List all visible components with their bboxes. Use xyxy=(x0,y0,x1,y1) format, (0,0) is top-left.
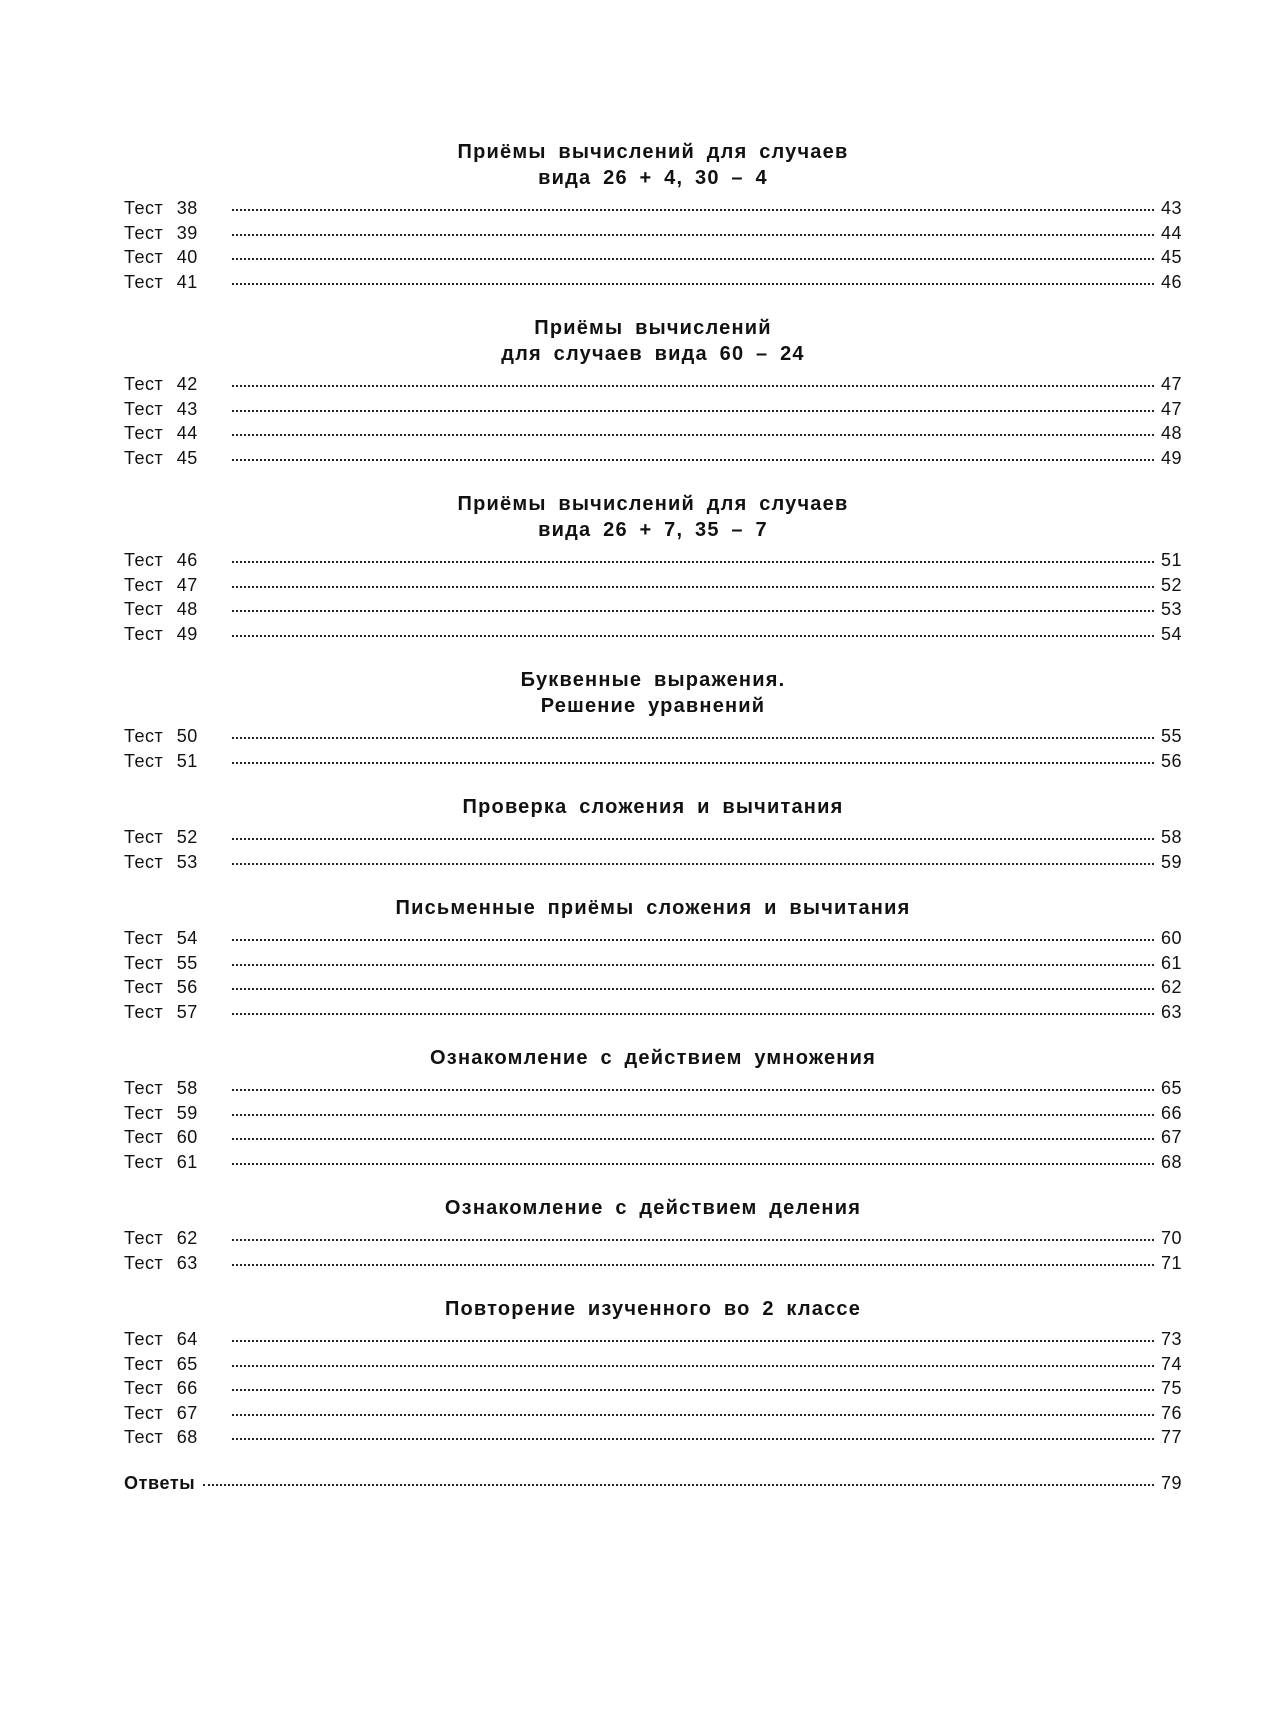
toc-entry-page-number: 47 xyxy=(1160,374,1182,394)
dot-leader xyxy=(232,585,1154,588)
toc-entry-page-number: 48 xyxy=(1160,423,1182,443)
toc-entry-page-number: 74 xyxy=(1160,1353,1182,1374)
toc-section xyxy=(124,1296,1182,1450)
toc-entry[interactable] xyxy=(124,597,1182,622)
dot-leader xyxy=(232,634,1154,637)
toc-entry-label: Тест 52 xyxy=(124,827,198,847)
toc-entry-page-number: 46 xyxy=(1160,271,1182,292)
toc-entry-page-number: 73 xyxy=(1160,1329,1182,1349)
toc-entry-page-number: 63 xyxy=(1160,1001,1182,1022)
toc-entry-label: Тест 57 xyxy=(124,1001,198,1022)
toc-entry[interactable] xyxy=(124,1376,1182,1401)
dot-leader xyxy=(232,1388,1154,1391)
toc-entry-page-number: 65 xyxy=(1160,1078,1182,1098)
toc-entry[interactable] xyxy=(124,825,1182,850)
toc-entry-label: Тест 64 xyxy=(124,1329,198,1349)
toc-entry[interactable] xyxy=(124,850,1182,875)
section-title: Повторение изученного во 2 классе xyxy=(444,1298,862,1320)
dot-leader xyxy=(232,458,1154,461)
toc-entry-label: Тест 55 xyxy=(124,952,198,973)
toc-entry-label: Тест 38 xyxy=(124,198,198,218)
toc-entry-page-number: 47 xyxy=(1160,398,1182,419)
dot-leader xyxy=(232,433,1154,436)
section-title: Приёмы вычислений для случаев вида 60 – 24 xyxy=(501,317,805,365)
dot-leader xyxy=(232,761,1154,764)
dot-leader xyxy=(232,384,1154,387)
toc-entry-page-number: 70 xyxy=(1160,1228,1182,1248)
dot-leader xyxy=(232,938,1154,941)
section-title: Приёмы вычислений для случаев вида 26 + 7, 35 – 7 xyxy=(457,493,849,541)
toc-entry[interactable] xyxy=(124,1226,1182,1251)
toc-entry[interactable] xyxy=(124,1352,1182,1377)
section-title: Буквенные выражения. Решение уравнений xyxy=(520,669,786,717)
toc-entry-page-number: 56 xyxy=(1160,750,1182,771)
toc-entry[interactable] xyxy=(124,548,1182,573)
dot-leader xyxy=(232,987,1154,990)
toc-entry-label: Тест 51 xyxy=(124,750,198,771)
toc-entry-label: Тест 54 xyxy=(124,928,198,948)
toc-section xyxy=(124,667,1182,773)
dot-leader xyxy=(232,1238,1154,1241)
toc-entry[interactable] xyxy=(124,1251,1182,1276)
toc-section xyxy=(124,491,1182,646)
toc-entry[interactable] xyxy=(124,1125,1182,1150)
dot-leader xyxy=(232,233,1154,236)
dot-leader xyxy=(232,1339,1154,1342)
toc-entry-label: Тест 49 xyxy=(124,623,198,644)
toc-entry-label: Тест 41 xyxy=(124,271,198,292)
toc-entry[interactable] xyxy=(124,951,1182,976)
toc-entry-label: Тест 56 xyxy=(124,977,198,997)
toc-entry[interactable] xyxy=(124,1000,1182,1025)
toc-entry[interactable] xyxy=(124,1150,1182,1175)
section-title: Ознакомление с действием деления xyxy=(444,1197,862,1219)
toc-section xyxy=(124,315,1182,470)
toc-section xyxy=(124,139,1182,294)
dot-leader xyxy=(232,1437,1154,1440)
dot-leader xyxy=(232,282,1154,285)
toc-entry[interactable] xyxy=(124,421,1182,446)
toc-entry-page-number: 44 xyxy=(1160,222,1182,243)
toc-entry-label: Тест 46 xyxy=(124,550,198,570)
dot-leader xyxy=(232,1162,1154,1165)
dot-leader xyxy=(232,1263,1154,1266)
toc-entry-page-number: 66 xyxy=(1160,1102,1182,1123)
toc-entry[interactable] xyxy=(124,724,1182,749)
dot-leader xyxy=(203,1483,1154,1486)
toc-entry-label: Тест 66 xyxy=(124,1378,198,1398)
toc-entry-label: Тест 42 xyxy=(124,374,198,394)
toc-entry-page-number: 77 xyxy=(1160,1427,1182,1447)
toc-entry-page-number: 55 xyxy=(1160,726,1182,746)
section-title: Письменные приёмы сложения и вычитания xyxy=(395,897,911,919)
toc-entry-page-number: 76 xyxy=(1160,1402,1182,1423)
toc-entry[interactable] xyxy=(124,221,1182,246)
dot-leader xyxy=(232,736,1154,739)
toc-entry-label: Тест 62 xyxy=(124,1228,198,1248)
toc-entry[interactable] xyxy=(124,196,1182,221)
toc-entry[interactable] xyxy=(124,573,1182,598)
toc-entry-label: Ответы xyxy=(124,1472,196,1493)
toc-entry-page-number: 60 xyxy=(1160,928,1182,948)
toc-entry-list xyxy=(124,825,1182,874)
toc-entry-answers[interactable] xyxy=(124,1471,1182,1496)
toc-section xyxy=(124,794,1182,874)
dot-leader xyxy=(232,208,1154,211)
toc-entry[interactable] xyxy=(124,270,1182,295)
toc-entry-page-number: 59 xyxy=(1160,851,1182,872)
toc-entry-page-number: 43 xyxy=(1160,198,1182,218)
toc-entry-label: Тест 39 xyxy=(124,222,198,243)
toc-entry-page-number: 61 xyxy=(1160,952,1182,973)
toc-section xyxy=(124,1195,1182,1275)
dot-leader xyxy=(232,862,1154,865)
toc-entry-label: Тест 53 xyxy=(124,851,198,872)
toc-entry[interactable] xyxy=(124,1076,1182,1101)
toc-entry-label: Тест 63 xyxy=(124,1252,198,1273)
toc-entry-page-number: 53 xyxy=(1160,599,1182,619)
dot-leader xyxy=(232,560,1154,563)
toc-entry[interactable] xyxy=(124,749,1182,774)
toc-entry-page-number: 45 xyxy=(1160,247,1182,267)
toc-entry-page-number: 54 xyxy=(1160,623,1182,644)
toc-entry-page-number: 68 xyxy=(1160,1151,1182,1172)
toc-entry[interactable] xyxy=(124,446,1182,471)
dot-leader xyxy=(232,1137,1154,1140)
dot-leader xyxy=(232,257,1154,260)
toc-entry-label: Тест 47 xyxy=(124,574,198,595)
dot-leader xyxy=(232,409,1154,412)
dot-leader xyxy=(232,837,1154,840)
section-title: Проверка сложения и вычитания xyxy=(462,796,844,818)
dot-leader xyxy=(232,1012,1154,1015)
toc-entry-list xyxy=(124,926,1182,1024)
toc-entry-label: Тест 45 xyxy=(124,447,198,468)
toc-entry-page-number: 67 xyxy=(1160,1127,1182,1147)
table-of-contents xyxy=(124,139,1182,1495)
toc-entry-label: Тест 67 xyxy=(124,1402,198,1423)
toc-entry-list xyxy=(124,372,1182,470)
toc-entry-label: Тест 44 xyxy=(124,423,198,443)
toc-entry-list xyxy=(124,196,1182,294)
toc-entry-list xyxy=(124,548,1182,646)
toc-entry-label: Тест 68 xyxy=(124,1427,198,1447)
toc-entry[interactable] xyxy=(124,1101,1182,1126)
toc-entry-page-number: 62 xyxy=(1160,977,1182,997)
toc-entry[interactable] xyxy=(124,1327,1182,1352)
dot-leader xyxy=(232,1113,1154,1116)
toc-entry-label: Тест 43 xyxy=(124,398,198,419)
toc-entry-label: Тест 48 xyxy=(124,599,198,619)
toc-entry-label: Тест 59 xyxy=(124,1102,198,1123)
dot-leader xyxy=(232,1413,1154,1416)
toc-section xyxy=(124,895,1182,1024)
toc-entry[interactable] xyxy=(124,245,1182,270)
toc-entry[interactable] xyxy=(124,622,1182,647)
section-title: Приёмы вычислений для случаев вида 26 + 4, 30 – 4 xyxy=(457,141,849,189)
section-title: Ознакомление с действием умножения xyxy=(430,1047,876,1069)
toc-entry-page-number: 49 xyxy=(1160,447,1182,468)
toc-entry-page-number: 52 xyxy=(1160,574,1182,595)
toc-entry-list xyxy=(124,724,1182,773)
toc-entry-page-number: 75 xyxy=(1160,1378,1182,1398)
dot-leader xyxy=(232,1088,1154,1091)
dot-leader xyxy=(232,963,1154,966)
toc-entry[interactable] xyxy=(124,975,1182,1000)
toc-entry-page-number: 51 xyxy=(1160,550,1182,570)
dot-leader xyxy=(232,1364,1154,1367)
toc-entry[interactable] xyxy=(124,926,1182,951)
toc-entry-label: Тест 60 xyxy=(124,1127,198,1147)
toc-section xyxy=(124,1045,1182,1174)
toc-entry-page-number: 71 xyxy=(1160,1252,1182,1273)
dot-leader xyxy=(232,609,1154,612)
toc-entry[interactable] xyxy=(124,1425,1182,1450)
toc-entry-page-number: 58 xyxy=(1160,827,1182,847)
toc-entry-page-number: 79 xyxy=(1160,1472,1182,1493)
toc-entry-label: Тест 58 xyxy=(124,1078,198,1098)
toc-entry[interactable] xyxy=(124,1401,1182,1426)
toc-entry-list xyxy=(124,1076,1182,1174)
toc-entry-list xyxy=(124,1327,1182,1450)
toc-entry-label: Тест 50 xyxy=(124,726,198,746)
toc-entry-label: Тест 65 xyxy=(124,1353,198,1374)
toc-entry[interactable] xyxy=(124,372,1182,397)
toc-entry-label: Тест 40 xyxy=(124,247,198,267)
toc-entry-label: Тест 61 xyxy=(124,1151,198,1172)
toc-entry-list xyxy=(124,1226,1182,1275)
toc-entry[interactable] xyxy=(124,397,1182,422)
